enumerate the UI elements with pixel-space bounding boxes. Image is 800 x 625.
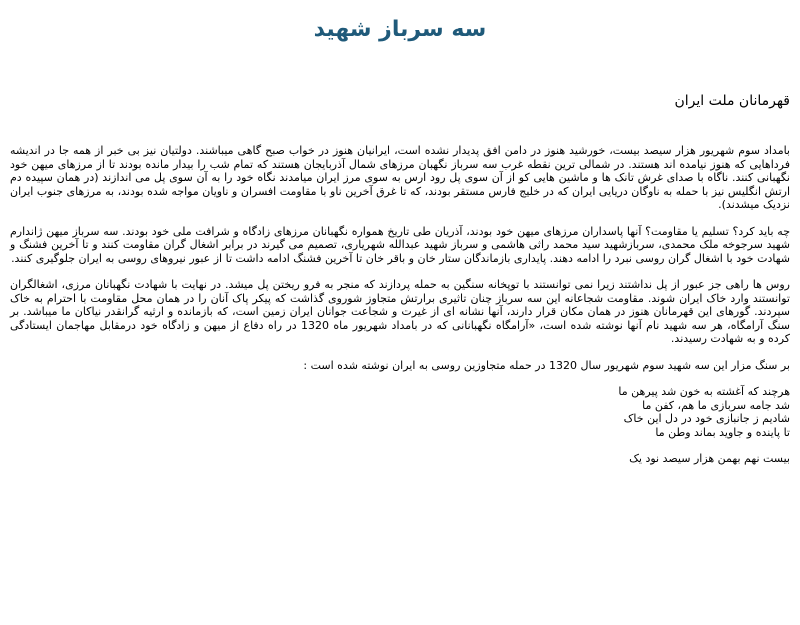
article-body xyxy=(10,144,790,466)
page-subtitle: قهرمانان ملت ایران xyxy=(674,93,790,109)
poem-line: تا پاینده و جاوید بماند وطن ما xyxy=(655,425,790,439)
paragraph: روس ها راهی جز عبور از پل نداشتند زیرا نمی توانستند با توپخانه سنگین به حمله پردازند که منجر به فرو ریختن پل میشد. در نهایت با شهادت نگهبانان مرزی، اشغالگران توانستند وارد خاک ایران شوند. مقاومت شجاعانه این سه سرباز چنان تاثیری برارتش متجاوز شوروی گذاشت که پیکر پاک آنان را در همان محل مقاومت با احترام به خاک سپردند. گورهای این قهرمانان هنوز در همان مکان قرار دارند، آنها نشانه ای از غیرت و شجاعت جوانان ایران زمین است، که بازمانده و ارثیه گرانقدر نیاکان ما میباشد. بر سنگ آرامگاه، هر سه شهید نام آنها نوشته شده است، «آرامگاه نگهبانانی که در بامداد شهریور ماه 1320 در راه دفاع از میهن و زادگاه خود درمقابل مهاجمان ایستادگی کرده و به شهادت رسیدند. xyxy=(10,278,790,345)
poem-line: شادیم ز جانبازی خود در دل این خاک xyxy=(623,412,790,425)
paragraph: بر سنگ مزار این سه شهید سوم شهریور سال 1320 در حمله متجاوزین روسی به ایران نوشته شده است : xyxy=(303,358,790,372)
paragraph: چه باید کرد؟ تسلیم یا مقاومت؟ آنها پاسداران مرزهای میهن خود بودند، آذریان طی تاریخ همواره نگهبانان مرزهای زادگاه و شرافت ملی خود بودند. سه سرباز میهن ژاندارم شهید سرجوخه ملک محمدی، سربازشهید سید محمد راثی هاشمی و سرباز شهید عبدالله شهریاری، تصمیم می گیرند در برابر اشغال گران مقاومت کنند و تا آخرین فشنگ و شهادت خود با اشغال گران روسی نبرد را ادامه دهند. پایداری بازماندگان ستار خان و باقر خان تا آخرین فشنگ ادامه داشت تا از عبور نیروهای روسی به ایران جلوگیری کنند. xyxy=(10,224,790,265)
poem-block xyxy=(10,385,790,439)
poem-line: شد جامه سربازی ما هم، کفن ما xyxy=(642,398,790,412)
date-line: بیست نهم بهمن هزار سیصد نود یک xyxy=(629,452,790,465)
page-title: سه سرباز شهید xyxy=(313,17,487,42)
paragraph: بامداد سوم شهریور هزار سیصد بیست، خورشید هنوز در دامن افق پدیدار نشده است، ایرانیان هنوز در خواب صبح گاهی میباشند. دولتیان نیز بی خبر از همه جا در اندیشه فرداهایی که هنوز نیامده اند هستند. در شمالی ترین نقطه غرب سه سرباز نگهبان مرزهای شمال آذربایجان هستند که تمام شب را بیدار مانده بودند تا از مرزهای میهن خود نگهبانی کنند. ناگاه با صدای غرش تانک ها و ماشین هایی کو از آن سوی پل رود ارس به سوی مرز ایران میامدند نگاه خود را به آن سوی پل می اندازند (در همان سپیده دم ارتش انگلیس نیز با حمله به ناوگان دریایی ایران که در خلیج فارس مستقر بودند، که تا غرق آخرین ناو با مقاومت افسران و ناویان مواجه شده بودند، به مرزهای جنوب ایران نزدیک میشدند). xyxy=(10,144,790,211)
poem-line: هرچند که آغشته به خون شد پیرهن ما xyxy=(618,385,790,398)
